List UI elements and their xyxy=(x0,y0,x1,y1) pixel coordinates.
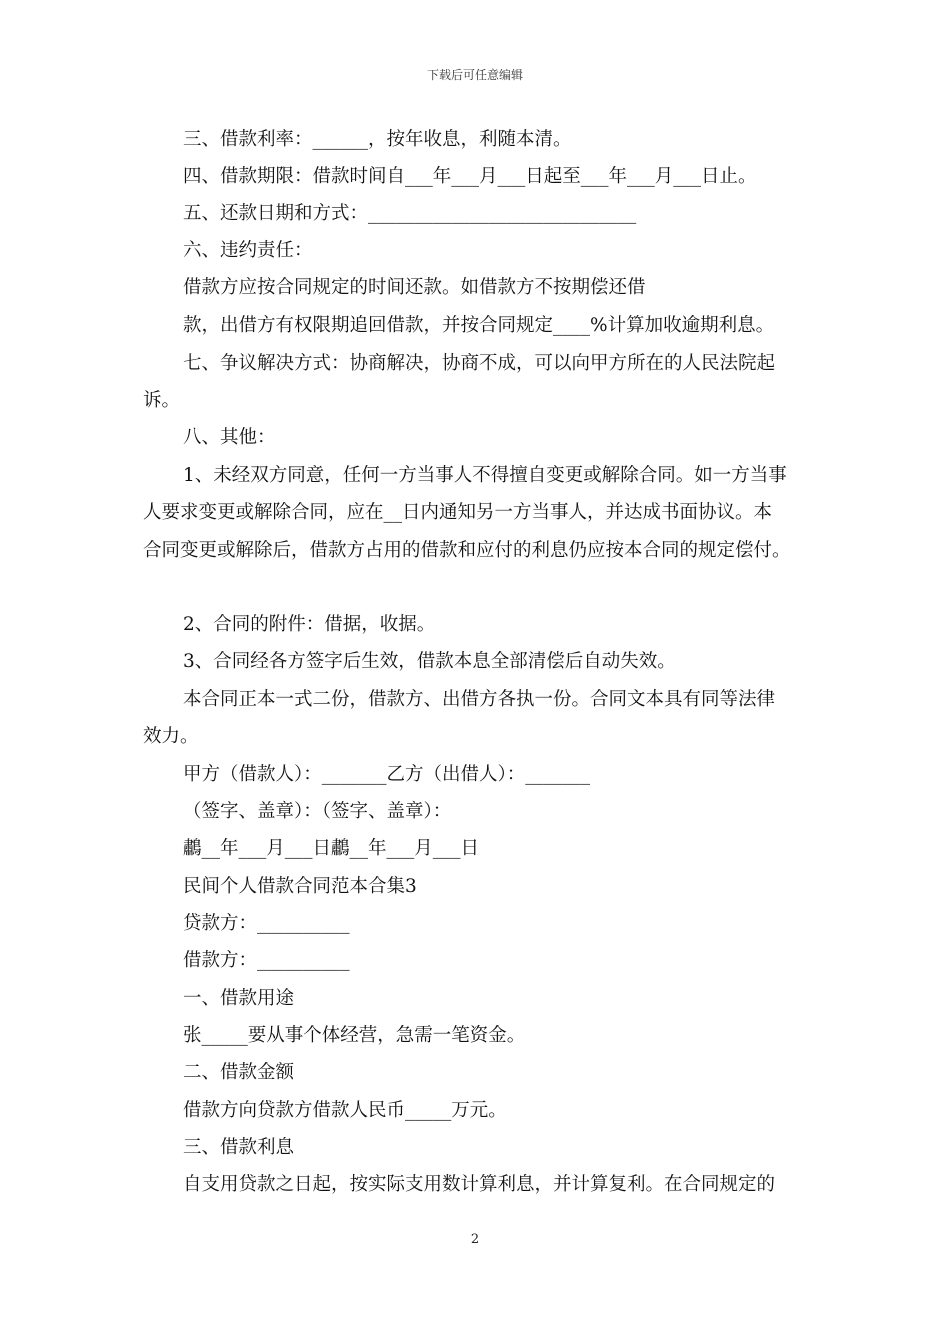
loan-interest-text: 自支用贷款之日起，按实际支用数计算利息，并计算复利。在合同规定的 xyxy=(183,1174,776,1195)
clause-4-term: 四、借款期限：借款时间自___年___月___日起至___年___月___日止。 xyxy=(183,166,757,187)
heading-loan-purpose: 一、借款用途 xyxy=(183,988,295,1009)
loan-amount-text: 借款方向贷款方借款人民币_____万元。 xyxy=(183,1100,507,1121)
borrower-line: 借款方：__________ xyxy=(183,950,350,971)
clause-6-text-1: 借款方应按合同规定的时间还款。如借款方不按期偿还借 xyxy=(183,277,646,298)
clause-3-interest-rate: 三、借款利率：______，按年收息，利随本清。 xyxy=(183,129,572,150)
lender-line: 贷款方：__________ xyxy=(183,913,350,934)
page-header: 下载后可任意编辑 xyxy=(426,68,523,82)
clause-7-text-2: 诉。 xyxy=(143,390,181,411)
clause-8-item-2: 2、合同的附件：借据，收据。 xyxy=(183,614,436,635)
loan-purpose-text: 张_____要从事个体经营，急需一笔资金。 xyxy=(183,1025,526,1046)
copies-statement-2: 效力。 xyxy=(143,726,199,747)
clause-8-item-1-line-3: 合同变更或解除后，借款方占用的借款和应付的利息仍应按本合同的规定偿付。 xyxy=(143,540,791,561)
signature-seal-line: （签字、盖章）：（签字、盖章）： xyxy=(183,801,452,822)
clause-8-heading: 八、其他： xyxy=(183,427,276,448)
clause-8-item-3: 3、合同经各方签字后生效，借款本息全部清偿后自动失效。 xyxy=(183,651,676,672)
page-number: 2 xyxy=(470,1232,480,1247)
heading-loan-interest: 三、借款利息 xyxy=(183,1137,295,1158)
clause-5-repayment: 五、还款日期和方式：_____________________________ xyxy=(183,203,637,224)
date-line: 鷫__年___月___日鷫__年___月___日 xyxy=(183,838,480,859)
clause-7-text-1: 七、争议解决方式：协商解决，协商不成，可以向甲方所在的人民法院起 xyxy=(183,353,776,374)
clause-8-item-1-line-2: 人要求变更或解除合同，应在__日内通知另一方当事人，并达成书面协议。本 xyxy=(143,502,773,523)
party-signature-line: 甲方（借款人）：_______乙方（出借人）：_______ xyxy=(183,764,591,785)
copies-statement-1: 本合同正本一式二份，借款方、出借方各执一份。合同文本具有同等法律 xyxy=(183,689,776,710)
clause-6-text-2: 款，出借方有权限期追回借款，并按合同规定____%计算加收逾期利息。 xyxy=(183,315,775,336)
clause-6-heading: 六、违约责任： xyxy=(183,240,313,261)
heading-loan-amount: 二、借款金额 xyxy=(183,1062,295,1083)
clause-8-item-1-line-1: 1、未经双方同意，任何一方当事人不得擅自变更或解除合同。如一方当事 xyxy=(183,465,787,486)
section-title-collection-3: 民间个人借款合同范本合集3 xyxy=(183,876,417,897)
